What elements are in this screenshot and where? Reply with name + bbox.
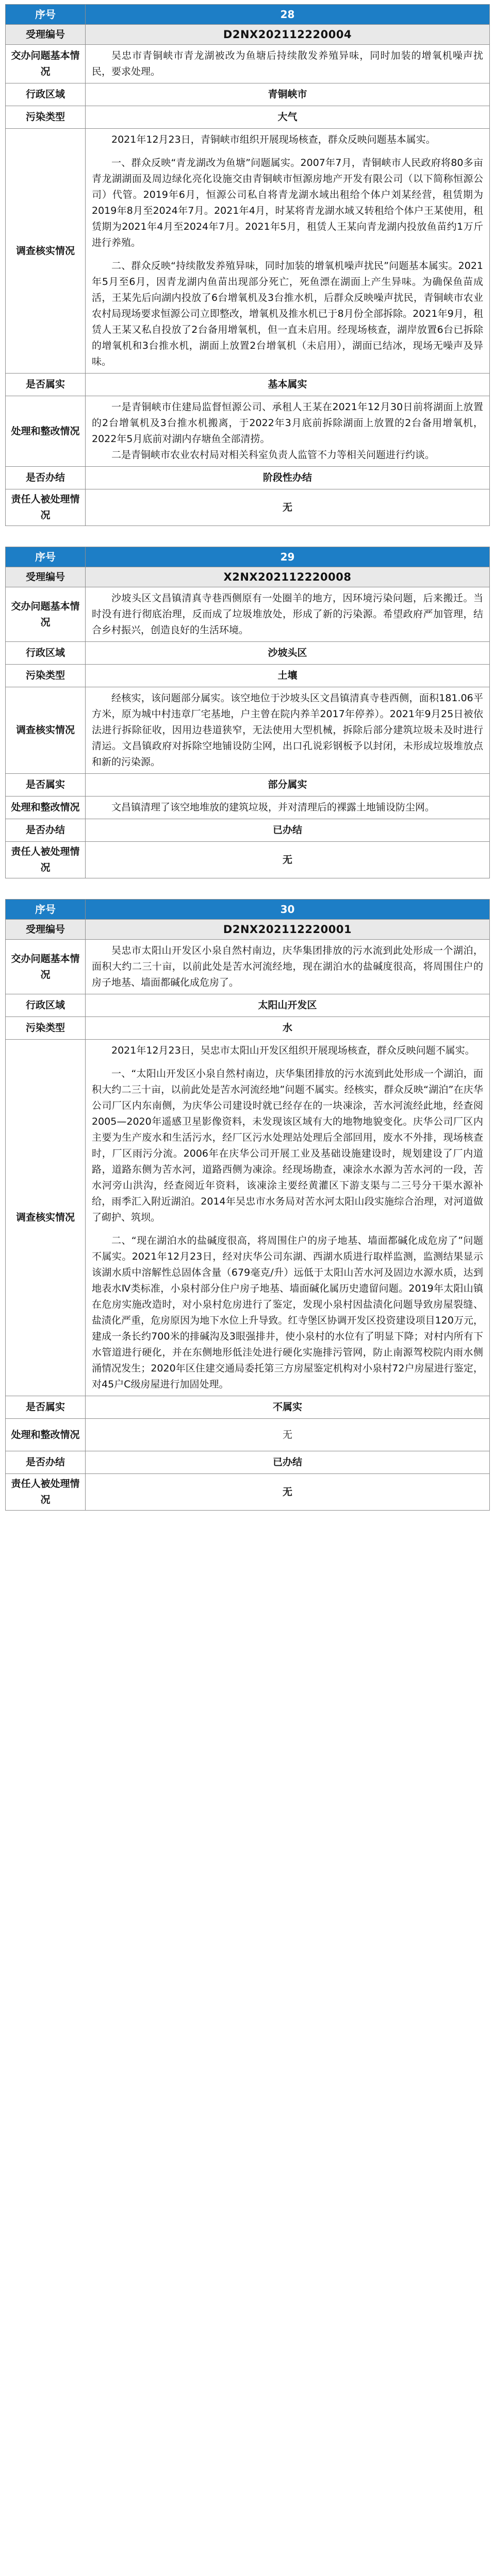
code-value: D2NX202112220001: [86, 920, 490, 940]
pollution-label: 污染类型: [6, 1017, 86, 1040]
pollution-value: 土壤: [86, 665, 490, 687]
investigation-label: 调查核实情况: [6, 1040, 86, 1396]
verified-row: [6, 374, 490, 396]
investigation-paragraph: 2021年12月23日，青铜峡市组织开展现场核查，群众反映问题基本属实。: [111, 134, 436, 145]
seq-value: 30: [86, 900, 490, 920]
issue-row: [6, 940, 490, 994]
pollution-label: 污染类型: [6, 106, 86, 129]
verified-label: 是否属实: [6, 774, 86, 796]
table-header-row: [6, 900, 490, 920]
code-value: X2NX202112220008: [86, 567, 490, 587]
investigation-row: [6, 129, 490, 374]
accountability-value: 无: [86, 1474, 490, 1511]
pollution-row: [6, 1017, 490, 1040]
investigation-label: 调查核实情况: [6, 687, 86, 774]
accountability-row: [6, 842, 490, 878]
verified-label: 是否属实: [6, 1396, 86, 1419]
verified-value: 基本属实: [86, 374, 490, 396]
region-row: [6, 994, 490, 1017]
accountability-row: [6, 1474, 490, 1511]
closed-value: 阶段性办结: [86, 467, 490, 489]
table-header-row: [6, 547, 490, 567]
closed-label: 是否办结: [6, 819, 86, 842]
region-value: 沙坡头区: [86, 642, 490, 665]
verified-row: [6, 1396, 490, 1419]
accountability-label: 责任人被处理情况: [6, 842, 86, 878]
investigation-label: 调查核实情况: [6, 129, 86, 374]
issue-text: 吴忠市太阳山开发区小泉自然村南边，庆华集团排放的污水流到此处形成一个湖泊，面积大约二三十亩，以前此处是苦水河流经地，现在湖泊水的盐碱度很高，将周围住户的房子地基、墙面都碱化成危房了。: [92, 945, 483, 988]
investigation-paragraph: 一、群众反映“青龙湖改为鱼塘”问题属实。2007年7月，青铜峡市人民政府将80多亩青龙湖湖面及周边绿化亮化设施交由青铜峡市恒源房地产开发有限公司（以下简称恒源公司）代管。2019年6月，恒源公司私自将青龙湖水域出租给个体户刘某经营，租赁期为2019年8月至2024年7月。2021年4月，时某将青龙湖水域又转租给个体户王某使用，租赁期为2021年4月至2024年7月。2021年5月，租赁人王某向青龙湖内投放鱼苗约1万斤进行养殖。: [92, 157, 483, 248]
issue-label: 交办问题基本情况: [6, 940, 86, 994]
accountability-value: 无: [86, 842, 490, 878]
seq-label: 序号: [6, 900, 86, 920]
handling-paragraph: 一是青铜峡市住建局监督恒源公司、承租人王某在2021年12月30日前将湖面上放置的2台增氧机及3台推水机搬离，于2022年3月底前拆除湖面上放置的2台备用增氧机，2022年5月底前对湖内存塘鱼全部清捞。: [92, 401, 483, 445]
verified-label: 是否属实: [6, 374, 86, 396]
case-table: [5, 4, 490, 526]
closed-label: 是否办结: [6, 1451, 86, 1474]
seq-label: 序号: [6, 547, 86, 567]
code-row: [6, 25, 490, 45]
handling-row: [6, 796, 490, 819]
pollution-row: [6, 665, 490, 687]
handling-label: 处理和整改情况: [6, 796, 86, 819]
code-row: [6, 567, 490, 587]
code-label: 受理编号: [6, 567, 86, 587]
case-list: [5, 0, 490, 1511]
region-label: 行政区域: [6, 642, 86, 665]
code-row: [6, 920, 490, 940]
handling-paragraph: 文昌镇清理了该空地堆放的建筑垃圾，并对清理后的裸露土地铺设防尘网。: [111, 802, 435, 813]
issue-text: 沙坡头区文昌镇清真寺巷西侧原有一处圈羊的地方，因环境污染问题，后来搬迁。当时没有进行彻底治理，反而成了垃圾堆放处，形成了新的污染源。希望政府严加管理，结合乡村振兴，创造良好的生活环境。: [92, 592, 483, 636]
case-table: [5, 899, 490, 1511]
region-label: 行政区域: [6, 83, 86, 106]
seq-label: 序号: [6, 5, 86, 25]
issue-label: 交办问题基本情况: [6, 587, 86, 642]
handling-row: [6, 396, 490, 467]
region-value: 青铜峡市: [86, 83, 490, 106]
region-row: [6, 642, 490, 665]
code-label: 受理编号: [6, 920, 86, 940]
pollution-value: 水: [86, 1017, 490, 1040]
region-value: 太阳山开发区: [86, 994, 490, 1017]
accountability-label: 责任人被处理情况: [6, 1474, 86, 1511]
case-table: [5, 547, 490, 878]
region-row: [6, 83, 490, 106]
pollution-value: 大气: [86, 106, 490, 129]
closed-label: 是否办结: [6, 467, 86, 489]
table-header-row: [6, 5, 490, 25]
closed-value: 已办结: [86, 819, 490, 842]
closed-row: [6, 467, 490, 489]
issue-text: 吴忠市青铜峡市青龙湖被改为鱼塘后持续散发养殖异味，同时加装的增氧机噪声扰民，要求处理。: [92, 50, 483, 77]
investigation-paragraph: 2021年12月23日，吴忠市太阳山开发区组织开展现场核查，群众反映问题不属实。: [111, 1045, 475, 1056]
accountability-value: 无: [86, 489, 490, 526]
region-label: 行政区域: [6, 994, 86, 1017]
closed-row: [6, 1451, 490, 1474]
issue-row: [6, 587, 490, 642]
investigation-paragraph: 经核实，该问题部分属实。该空地位于沙坡头区文昌镇清真寺巷西侧，面积181.06平方米，原为城中村违章厂宅基地，户主曾在院内养羊2017年停养）。2021年9月25日被依法进行拆除征收，因用边巷道狭窄，无法使用大型机械，拆除后部分建筑垃圾未及时进行清运。文昌镇政府对拆除空地铺设防尘网，出口孔说彩钢板予以封闭，未形成垃圾堆放点和新的污染源。: [92, 692, 483, 768]
issue-label: 交办问题基本情况: [6, 45, 86, 83]
handling-label: 处理和整改情况: [6, 1419, 86, 1451]
seq-value: 28: [86, 5, 490, 25]
investigation-paragraph: 二、“现在湖泊水的盐碱度很高，将周围住户的房子地基、墙面都碱化成危房了”问题不属实。2021年12月23日，经对庆华公司东湖、西湖水质进行取样监测，监测结果显示该湖水质中溶解性总固体含量（679毫克/升）远低于太阳山苦水河及固边水源水质，达到地表水Ⅳ类标准，小泉村部分住户房子地基、墙面碱化属历史遗留问题。2019年太阳山镇在危房实施改造时，对小泉村危房进行了鉴定，发现小泉村因盐渍化问题导致房屋裂缝、盐渍化严重，危房原因为地下水位上升导致。红寺堡区协调开发区投资建设项目120万元，建成一条长约700米的排碱沟及3眼强排井，使小泉村的水位有了明显下降；对村内所有下水管道进行硬化，并在东侧地形低洼处进行硬化实施排污管网，防止南源驾校院内雨水侧涌情况发生；2020年区住建交通局委托第三方房屋鉴定机构对小泉村72户房屋进行鉴定，对45户C级房屋进行加固处理。: [92, 1235, 483, 1390]
investigation-row: [6, 1040, 490, 1396]
pollution-row: [6, 106, 490, 129]
pollution-label: 污染类型: [6, 665, 86, 687]
handling-paragraph: 二是青铜峡市农业农村局对相关科室负责人监管不力等相关问题进行约谈。: [111, 449, 435, 461]
investigation-paragraph: 一、“太阳山开发区小泉自然村南边，庆华集团排放的污水流到此处形成一个湖泊，面积大约二三十亩，以前此处是苦水河流经地”问题不属实。经核实，群众反映“湖泊”在庆华公司厂区内东南侧，为庆华公司建设时就已经存在的一块凍涂，苦水河流经此地，经查阅2005—2020年遥感卫星影像资料，未发现该区域有大的地物地貌变化。庆华公司厂区内主要为生产废水和生活污水，经厂区污水处理站处理后全部回用，废水不外排，现场核查时，厂区雨污分流。2006年在庆华公司开展工业及基础设施建设时，规划建设了厂内道路，道路东侧为苦水河，道路西侧为凍涂。经现场勘查，凍涂水水源为苦水河的一段，苦水河旁山洪沟，经查阅近年资料，该凍涂主要经黄灌区下游支渠与二三号分干渠水源补给，雨季汇入附近湖泊。2014年吴忠市水务局对苦水河太阳山段实施综合治理，对河道做了砌护、筑坝。: [92, 1068, 483, 1223]
handling-label: 处理和整改情况: [6, 396, 86, 467]
investigation-row: [6, 687, 490, 774]
verified-row: [6, 774, 490, 796]
handling-row: [6, 1419, 490, 1451]
issue-row: [6, 45, 490, 83]
accountability-row: [6, 489, 490, 526]
closed-row: [6, 819, 490, 842]
seq-value: 29: [86, 547, 490, 567]
accountability-label: 责任人被处理情况: [6, 489, 86, 526]
verified-value: 不属实: [86, 1396, 490, 1419]
closed-value: 已办结: [86, 1451, 490, 1474]
verified-value: 部分属实: [86, 774, 490, 796]
handling-paragraph: 无: [282, 1429, 292, 1440]
investigation-paragraph: 二、群众反映“持续散发养殖异味，同时加装的增氧机噪声扰民”问题基本属实。2021年5月至6月，因青龙湖内鱼苗出现部分死亡，死鱼漂在湖面上产生异味。为确保鱼苗成活，王某先后向湖内投放了6台增氧机及3台推水机，后群众反映噪声扰民，青铜峡市农业农村局现场要求恒源公司立即整改，增氧机及推水机已于8月份全部拆除。2021年9月，租赁人王某又私自投放了2台备用增氧机，但一直未启用。经现场核查，湖岸放置6台已拆除的增氧机和3台推水机，湖面上放置2台增氧机（未启用），湖面已结冰，现场无噪声及异味。: [92, 260, 483, 367]
code-label: 受理编号: [6, 25, 86, 45]
code-value: D2NX202112220004: [86, 25, 490, 45]
